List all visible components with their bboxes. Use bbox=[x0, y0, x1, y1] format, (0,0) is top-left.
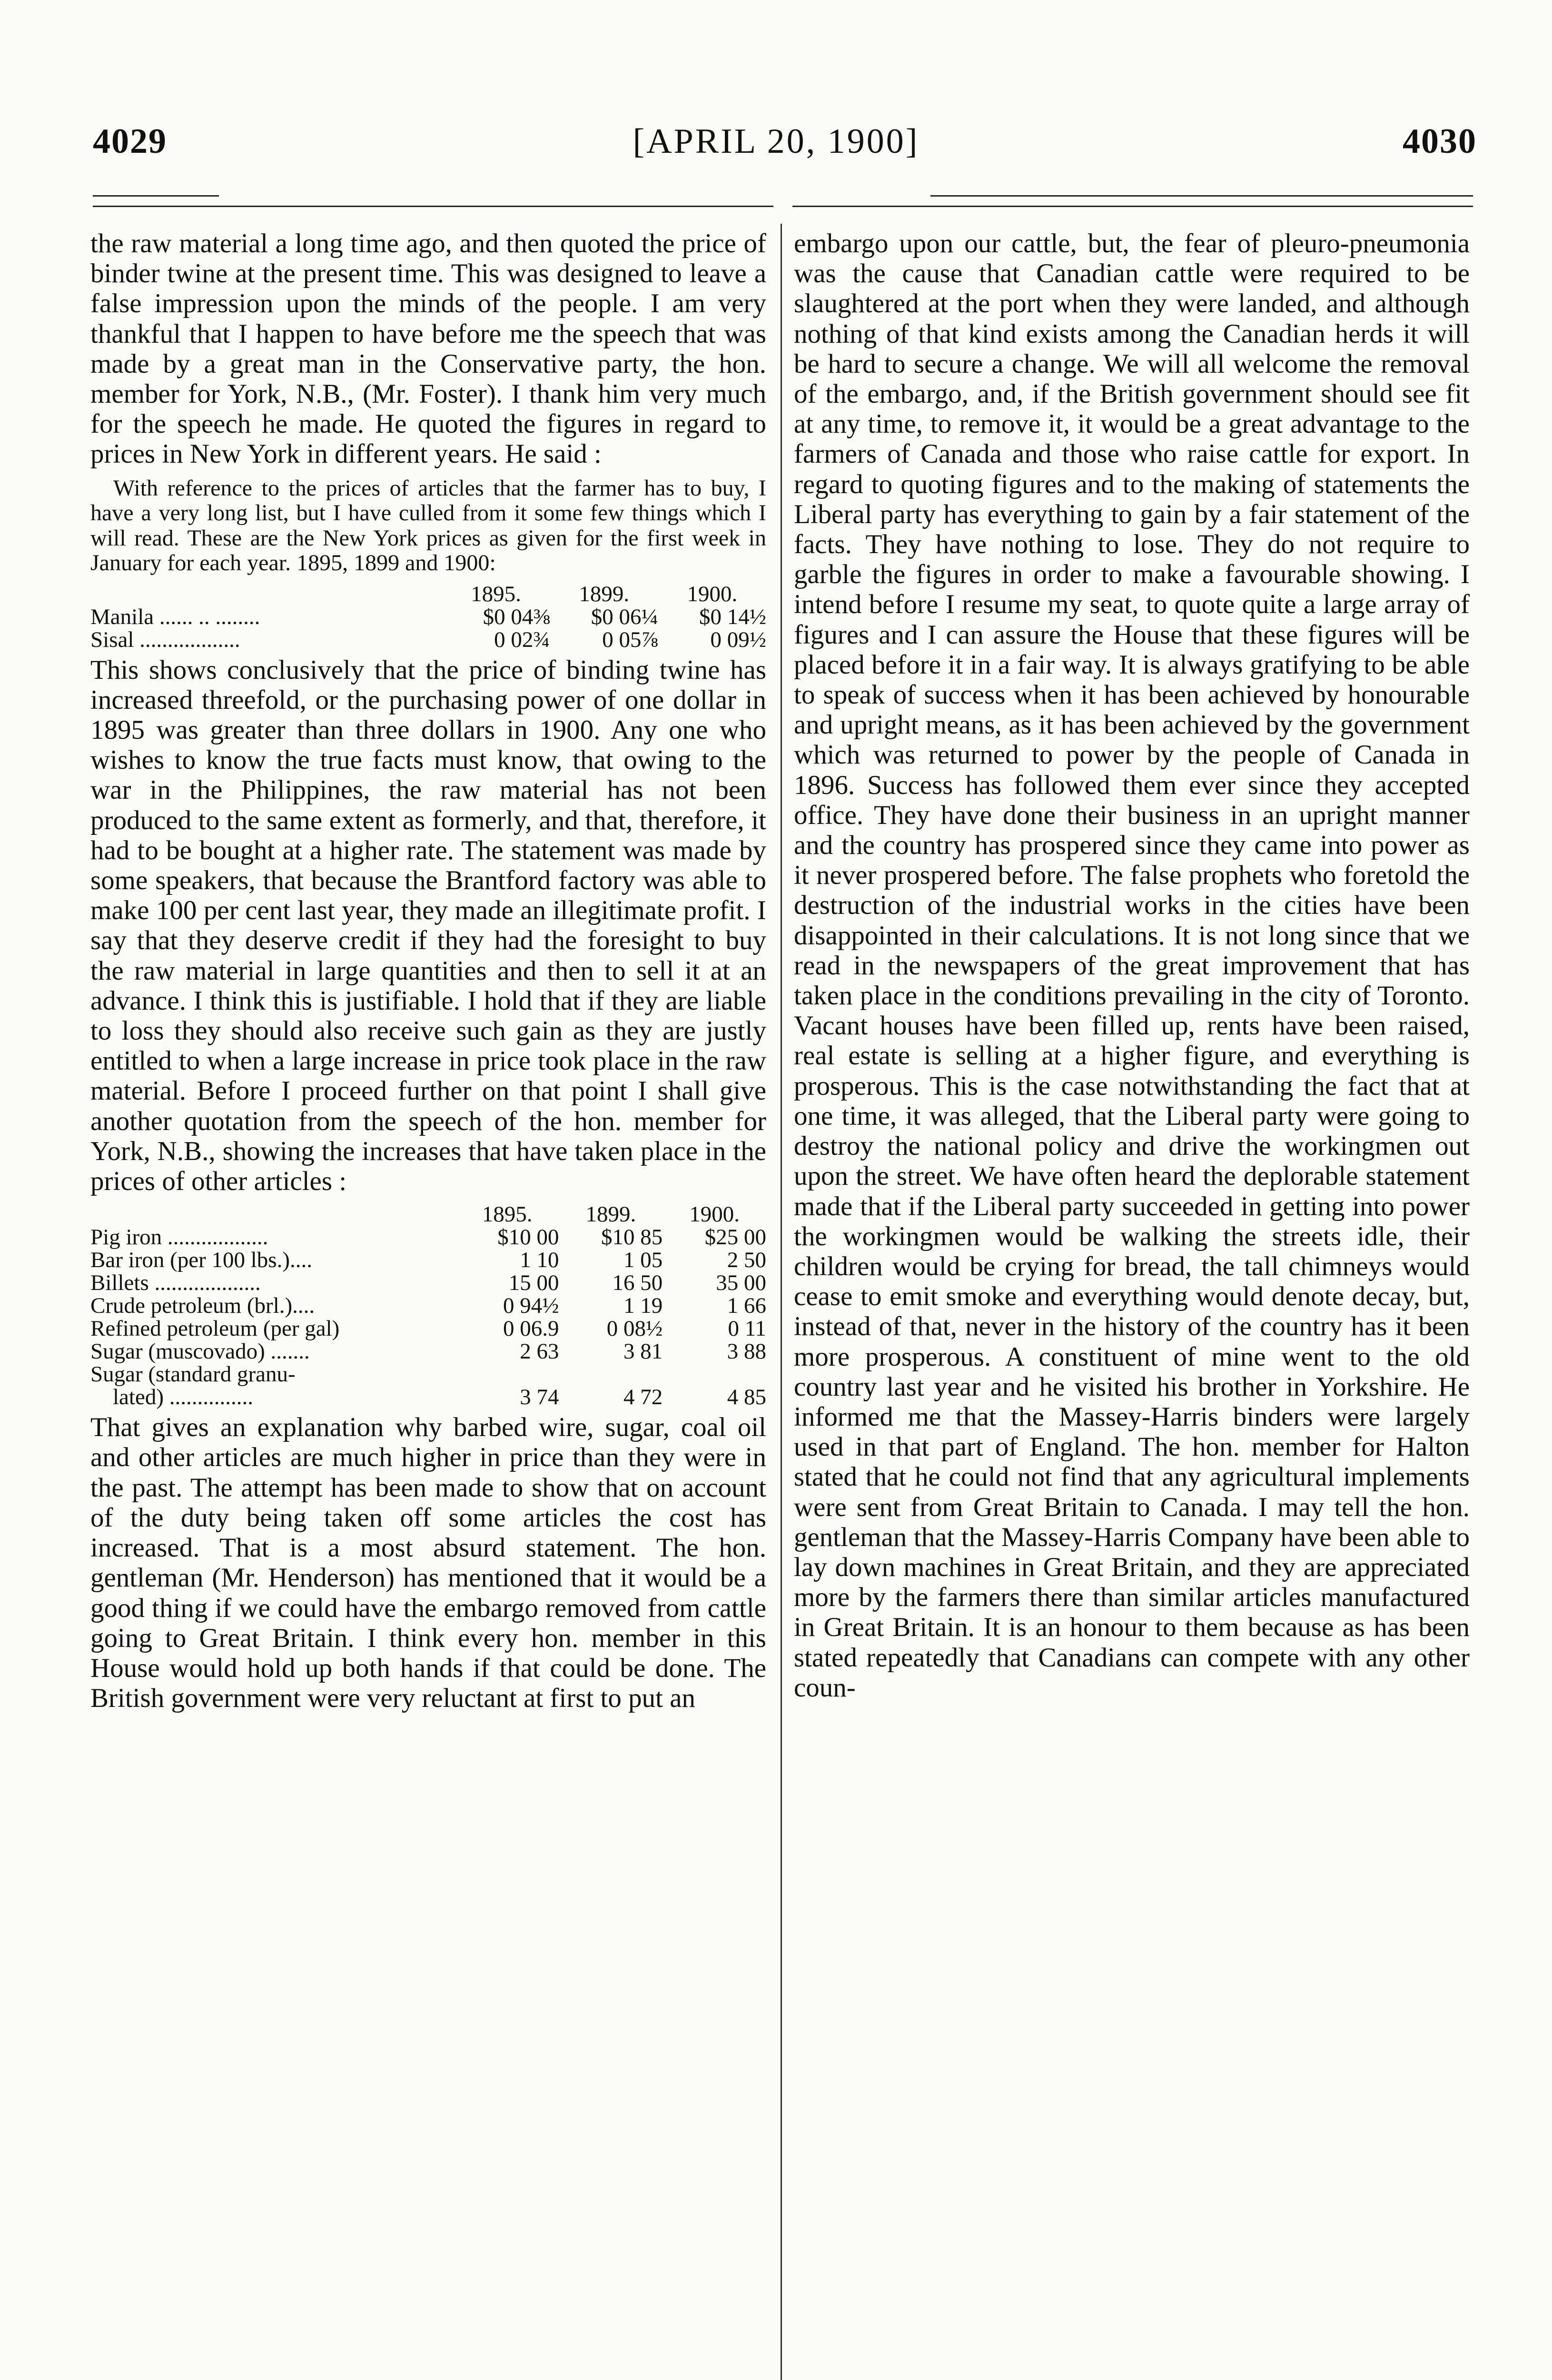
table-cell: 4 72 bbox=[623, 1385, 663, 1410]
table-cell: $0 04⅜ bbox=[483, 604, 550, 629]
table-header-row bbox=[90, 583, 766, 605]
table-cell: $10 00 bbox=[497, 1225, 559, 1250]
table-row bbox=[90, 1363, 766, 1386]
page-date-header: [APRIL 20, 1900] bbox=[633, 122, 919, 161]
table-row bbox=[90, 628, 766, 651]
right-column bbox=[794, 228, 1470, 1703]
table-cell: 4 85 bbox=[727, 1385, 766, 1410]
table-row-label: Refined petroleum (per gal) bbox=[90, 1316, 340, 1341]
quoted-passage bbox=[90, 476, 766, 576]
quoted-passage-text: With reference to the prices of articles that the farmer has to buy, I have a very long list, but I have culled from it some few things which I will read. These are the New York prices as given for the first week in January for each year. 1895, 1899 and 1900: bbox=[90, 475, 766, 576]
table-cell: 0 06.9 bbox=[503, 1316, 559, 1341]
table-cell: $25 00 bbox=[704, 1225, 766, 1250]
table-row-label: Pig iron .................. bbox=[90, 1225, 268, 1250]
table-cell: 15 00 bbox=[508, 1270, 559, 1296]
column-divider bbox=[781, 224, 782, 2380]
table-row-label: Sugar (muscovado) ....... bbox=[90, 1339, 310, 1364]
table-cell: 2 63 bbox=[520, 1339, 559, 1364]
table-row bbox=[90, 605, 766, 628]
table-header-cell: 1900. bbox=[687, 581, 738, 606]
table-cell: 16 50 bbox=[612, 1270, 663, 1296]
table-cell: 1 05 bbox=[623, 1248, 663, 1273]
table-header-row bbox=[90, 1203, 766, 1226]
header-rule-left bbox=[93, 195, 219, 197]
table-row bbox=[90, 1386, 766, 1408]
table-header-cell: 1895. bbox=[471, 581, 521, 606]
table-cell: 0 94½ bbox=[503, 1293, 559, 1319]
commodity-price-table bbox=[90, 1203, 766, 1408]
binder-twine-price-table bbox=[90, 583, 766, 651]
header-rule-right-full bbox=[792, 206, 1473, 207]
table-row-label: lated) ............... bbox=[90, 1385, 253, 1410]
table-row bbox=[90, 1340, 766, 1363]
table-row-label: Sugar (standard granu- bbox=[90, 1362, 296, 1387]
table-cell: 0 09½ bbox=[710, 627, 766, 652]
table-cell: 3 74 bbox=[520, 1385, 559, 1410]
table-row-label: Crude petroleum (brl.).... bbox=[90, 1293, 315, 1319]
table-cell: 0 11 bbox=[728, 1316, 766, 1341]
table-row-label: Bar iron (per 100 lbs.).... bbox=[90, 1248, 312, 1273]
page-number-right: 4030 bbox=[1403, 122, 1477, 161]
page-number-left: 4029 bbox=[93, 122, 167, 161]
table-cell bbox=[455, 1363, 559, 1386]
table-row bbox=[90, 1294, 766, 1317]
table-cell: $0 14½ bbox=[699, 604, 766, 629]
table-row-label: Sisal .................. bbox=[90, 627, 240, 652]
table-header-cell: 1895. bbox=[482, 1202, 533, 1227]
table-header-cell: 1900. bbox=[689, 1202, 740, 1227]
table-cell: 2 50 bbox=[727, 1248, 766, 1273]
table-cell: 3 88 bbox=[727, 1339, 766, 1364]
table-row-label: Manila ...... .. ........ bbox=[90, 604, 260, 629]
header-rule-right bbox=[930, 195, 1473, 197]
table-cell: 0 02¾ bbox=[494, 627, 550, 652]
table-cell: 3 81 bbox=[623, 1339, 663, 1364]
table-cell bbox=[662, 1363, 766, 1386]
table-cell: 1 10 bbox=[520, 1248, 559, 1273]
table-row bbox=[90, 1226, 766, 1249]
table-cell: 1 66 bbox=[727, 1293, 766, 1319]
table-cell: 0 08½ bbox=[606, 1316, 663, 1341]
table-header-cell: 1899. bbox=[579, 581, 630, 606]
header-rule-left-full bbox=[93, 206, 773, 207]
table-cell: 1 19 bbox=[623, 1293, 663, 1319]
left-paragraph-3: That gives an explanation why barbed wire, sugar, coal oil and other articles are much higher in price than they were in the past. The attempt has been made to show that on account of the duty being taken off some articles the cost has increased. That is a most absurd statement. The hon. gentleman (Mr. Henderson) has mentioned that it would be a good thing if we could have the embargo removed from cattle going to Great Britain. I think every hon. member in this House would hold up both hands if that could be done. The British government were very reluctant at first to put an bbox=[90, 1412, 766, 1714]
table-cell: 0 05⅞ bbox=[602, 627, 658, 652]
left-paragraph-2: This shows conclusively that the price of binding twine has increased threefold, or the purchasing power of one dollar in 1895 was greater than three dollars in 1900. Any one who wishes to know the true facts must know, that owing to the war in the Philippines, the raw material has not been produced to the same extent as formerly, and that, therefore, it had to be bought at a higher rate. The statement was made by some speakers, that because the Brantford factory was able to make 100 per cent last year, they made an illegitimate profit. I say that they deserve credit if they had the foresight to buy the raw material in large quantities and then to sell it at an advance. I think this is justifiable. I hold that if they are liable to loss they should also receive such gain as they are justly entitled to when a large increase in price took place in the raw material. Before I proceed further on that point I shall give another quotation from the speech of the hon. member for York, N.B., showing the increases that have taken place in the prices of other articles : bbox=[90, 654, 766, 1197]
table-row bbox=[90, 1249, 766, 1271]
table-row bbox=[90, 1317, 766, 1340]
table-cell: $10 85 bbox=[601, 1225, 663, 1250]
right-paragraph-1: embargo upon our cattle, but, the fear of pleuro-pneumonia was the cause that Canadian cattle were required to be slaughtered at the port when they were landed, and although nothing of that kind exists among the Canadian herds it will be hard to secure a change. We will all welcome the removal of the embargo, and, if the British government should see fit at any time, to remove it, it would be a great advantage to the farmers of Canada and those who raise cattle for export. In regard to quoting figures and to the making of statements the Liberal party has everything to gain by a fair statement of the facts. They have nothing to lose. They do not require to garble the figures in order to make a favourable showing. I intend before I resume my seat, to quote quite a large array of figures and I can assure the House that these figures will be placed before it in a fair way. It is always gratifying to be able to speak of success when it has been achieved by honourable and upright means, as it has been achieved by the government which was returned to power by the people of Canada in 1896. Success has followed them ever since they accepted office. They have done their business in an upright manner and the country has prospered since they came into power as it never prospered before. The false prophets who foretold the destruction of the industrial works in the cities have been disappointed in their calculations. It is not long since that we read in the newspapers of the great improvement that has taken place in the conditions prevailing in the city of Toronto. Vacant houses have been filled up, rents have been raised, real estate is selling at a higher figure, and everything is prosperous. This is the case notwithstanding the fact that at one time, it was alleged, that the Liberal party were going to destroy the national policy and drive the workingmen out upon the street. We have often heard the deplorable statement made that if the Liberal party succeeded in getting into power the workingmen would be walking the streets idle, their children would be crying for bread, the tall chimneys would cease to emit smoke and everything would denote decay, but, instead of that, never in the history of the country has it been more prosperous. A constituent of mine went to the old country last year and he visited his brother in Yorkshire. He informed me that the Massey-Harris binders were largely used in that part of England. The hon. member for Halton stated that he could not find that any agricultural implements were sent from Great Britain to Canada. I may tell the hon. gentleman that the Massey-Harris Company have been able to lay down machines in Great Britain, and they are appreciated more by the farmers there than similar articles manufactured in Great Britain. It is an honour to them because as has been stated repeatedly that Canadians can compete with any other coun- bbox=[794, 228, 1470, 1703]
table-row-label: Billets ................... bbox=[90, 1270, 261, 1296]
left-paragraph-1: the raw material a long time ago, and then quoted the price of binder twine at the present time. This was designed to leave a false impression upon the minds of the people. I am very thankful that I happen to have before me the speech that was made by a great man in the Conservative party, the hon. member for York, N.B., (Mr. Foster). I thank him very much for the speech he made. He quoted the figures in regard to prices in New York in different years. He said : bbox=[90, 228, 766, 469]
table-cell: 35 00 bbox=[716, 1270, 766, 1296]
table-header-cell: 1899. bbox=[585, 1202, 636, 1227]
table-cell: $0 06¼ bbox=[591, 604, 658, 629]
table-cell bbox=[559, 1363, 663, 1386]
left-column bbox=[90, 228, 766, 1713]
table-row bbox=[90, 1271, 766, 1294]
